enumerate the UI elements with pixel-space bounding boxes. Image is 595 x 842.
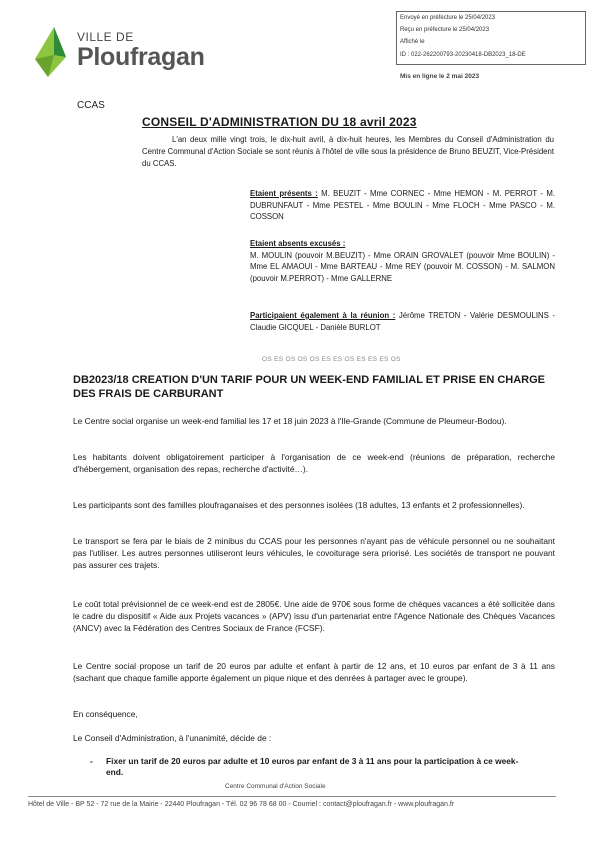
prefecture-stamp bbox=[396, 11, 586, 65]
paragraph: Le Centre social organise un week-end familial les 17 et 18 juin 2023 à l'Ile-Grande (Commune de Pleumeur-Bodou). bbox=[73, 416, 507, 426]
paragraph: Les habitants doivent obligatoirement participer à l'organisation de ce week-end (réunions de préparation, recherche d'hébergement, organisation des repas, recherche d'activité…). bbox=[73, 452, 555, 474]
intro-paragraph: L'an deux mille vingt trois, le dix-huit avril, à dix-huit heures, les Membres du Conseil d'Administration du Centre Communal d'Action Sociale se sont réunis à l'hôtel de ville sous la présidence de Bruno BEUZIT, Vice-Président du CCAS. bbox=[142, 135, 554, 168]
paragraph: Les participants sont des familles ploufraganaises et des personnes isolées (18 adultes, 13 enfants et 2 professionnelles). bbox=[73, 500, 525, 510]
service-label: CCAS bbox=[77, 100, 105, 111]
paragraph: Le transport se fera par le biais de 2 minibus du CCAS pour les personnes n'ayant pas de véhicule personnel ou ne souhaitant pas l'utiliser. Les autres personnes utiliseront leurs véhicules, le covoiturage sera priorisé. Les sociétés de transport ne pouvant pas assurer ces trajets. bbox=[73, 536, 555, 570]
paragraph: En conséquence, bbox=[73, 709, 138, 719]
stamp-id: ID : 022-262200793-20230418-DB2023_18-DE bbox=[400, 52, 526, 58]
presents-list: M. BEUZIT - Mme CORNEC - Mme HEMON - M. PERROT - M. DUBRUNFAUT - Mme PESTEL - Mme BOULIN - Mme FLOCH - Mme PASCO - M. COSSON bbox=[250, 189, 555, 221]
paragraph: Le Centre social propose un tarif de 20 euros par adulte et enfant à partir de 12 ans, et 10 euros par enfant de 3 à 11 ans (sachant que chaque famille apporte également un pique nique et des denrées à partager avec le groupe). bbox=[73, 661, 555, 683]
logo-city-name: Ploufragan bbox=[77, 43, 205, 71]
participants-list: Jérôme TRETON - Valérie DESMOULINS - Claudie GICQUEL - Danièle BURLOT bbox=[250, 311, 555, 332]
absents-heading: Etaient absents excusés : bbox=[250, 239, 346, 248]
logo-ville-de: VILLE DE bbox=[77, 30, 134, 44]
ploufragan-logo-icon bbox=[32, 27, 68, 79]
paragraph: Le coût total prévisionnel de ce week-end est de 2805€. Une aide de 970€ sous forme de chèques vacances a été sollicitée dans le cadre du dispositif « Aide aux Projets vacances » (APV) issu d'un partenariat entre l'Agence Nationale des Chèques Vacances (ANCV) avec la Fédération des Centres Sociaux de France (FCSF). bbox=[73, 599, 555, 633]
faded-line: OS ES OS OS OS ES ES OS ES ES ES OS bbox=[262, 356, 401, 363]
footer-address: Hôtel de Ville - BP 52 - 72 rue de la Mairie - 22440 Ploufragan - Tél. 02 96 78 68 00 - Courriel : contact@ploufragan.fr - www.ploufragan.fr bbox=[28, 801, 455, 808]
absents-list: M. MOULIN (pouvoir M.BEUZIT) - Mme ORAIN GROVALET (pouvoir Mme BOULIN) - Mme EL AMAOUI - Mme BARTEAU - Mme REY (pouvoir M. COSSON) - M. SALMON (pouvoir M.PERROT) - Mme GALLERNE bbox=[250, 250, 555, 283]
stamp-envoye: Envoyé en préfecture le 25/04/2023 bbox=[400, 15, 496, 21]
participants-heading: Participaient également à la réunion : bbox=[250, 311, 396, 320]
presents-block bbox=[250, 188, 555, 223]
participants-block bbox=[250, 310, 555, 333]
stamp-recu: Reçu en préfecture le 25/04/2023 bbox=[400, 27, 490, 33]
centre-note: Centre Communal d'Action Sociale bbox=[225, 783, 326, 790]
stamp-affiche: Affiché le bbox=[400, 39, 425, 45]
footer-divider bbox=[28, 796, 556, 797]
page-title: CONSEIL D'ADMINISTRATION DU 18 avril 2023 bbox=[142, 115, 417, 129]
deliberation-title: DB2023/18 CREATION D'UN TARIF POUR UN WEEK-END FAMILIAL ET PRISE EN CHARGE DES FRAIS DE CARBURANT bbox=[73, 374, 545, 400]
presents-heading: Etaient présents : bbox=[250, 189, 318, 198]
online-date: Mis en ligne le 2 mai 2023 bbox=[400, 73, 480, 80]
absents-block bbox=[250, 238, 555, 284]
decision-bullet: - bbox=[90, 756, 93, 766]
decision-text: Fixer un tarif de 20 euros par adulte et 10 euros par enfant de 3 à 11 ans pour la participation à ce week-end. bbox=[106, 756, 519, 777]
paragraph: Le Conseil d'Administration, à l'unanimité, décide de : bbox=[73, 733, 272, 743]
